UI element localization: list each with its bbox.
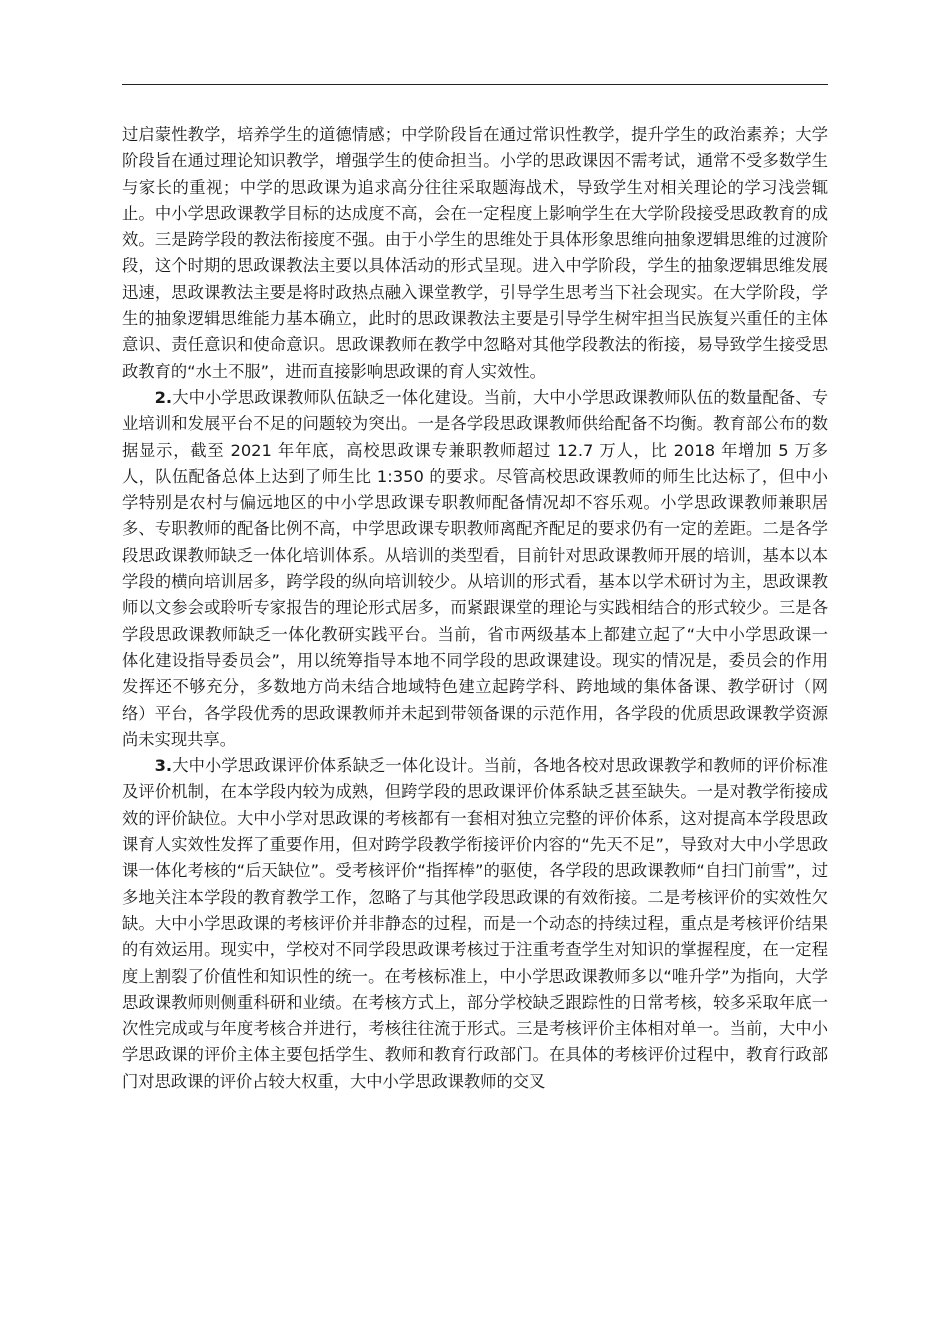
paragraph-text: 大中小学思政课教师队伍缺乏一体化建设。当前，大中小学思政课教师队伍的数量配备、专业培训和发展平台不足的问题较为突出。一是各学段思政课教师供给配备不均衡。教育部公布的数据显示，截至 2021 年年底，高校思政课专兼职教师超过 12.7 万人，比 2018 年增加 5 万多人，队伍配备总体上达到了师生比 1:350 的要求。尽管高校思政课教师的师生比达标了，但中小学特别是农村与偏远地区的中小学思政课专职教师配备情况却不容乐观。小学思政课教师兼职居多、专职教师的配备比例不高，中学思政课专职教师离配齐配足的要求仍有一定的差距。二是各学段思政课教师缺乏一体化培训体系。从培训的类型看，目前针对思政课教师开展的培训，基本以本学段的横向培训居多，跨学段的纵向培训较少。从培训的形式看，基本以学术研讨为主，思政课教师以文参会或聆听专家报告的理论形式居多，而紧跟课堂的理论与实践相结合的形式较少。三是各学段思政课教师缺乏一体化教研实践平台。当前，省市两级基本上都建立起了“大中小学思政课一体化建设指导委员会”，用以统筹指导本地不同学段的思政课建设。现实的情况是，委员会的作用发挥还不够充分，多数地方尚未结合地域特色建立起跨学科、跨地域的集体备课、教学研讨（网络）平台，各学段优秀的思政课教师并未起到带领备课的示范作用，各学段的优质思政课教学资源尚未实现共享。 — [122, 387, 828, 749]
paragraph-section-2 — [122, 385, 828, 753]
section-number: 3. — [154, 756, 173, 776]
paragraph-continuation — [122, 122, 828, 385]
paragraph-section-3 — [122, 753, 828, 1095]
paragraph-text: 大中小学思政课评价体系缺乏一体化设计。当前，各地各校对思政课教学和教师的评价标准及评价机制，在本学段内较为成熟，但跨学段的思政课评价体系缺乏甚至缺失。一是对教学衔接成效的评价缺位。大中小学对思政课的考核都有一套相对独立完整的评价体系，这对提高本学段思政课育人实效性发挥了重要作用，但对跨学段教学衔接评价内容的“先天不足”，导致对大中小学思政课一体化考核的“后天缺位”。受考核评价“指挥棒”的驱使，各学段的思政课教师“自扫门前雪”，过多地关注本学段的教育教学工作，忽略了与其他学段思政课的有效衔接。二是考核评价的实效性欠缺。大中小学思政课的考核评价并非静态的过程，而是一个动态的持续过程，重点是考核评价结果的有效运用。现实中，学校对不同学段思政课考核过于注重考查学生对知识的掌握程度，在一定程度上割裂了价值性和知识性的统一。在考核标准上，中小学思政课教师多以“唯升学”为指向，大学思政课教师则侧重科研和业绩。在考核方式上，部分学校缺乏跟踪性的日常考核，较多采取年底一次性完成或与年度考核合并进行，考核往往流于形式。三是考核评价主体相对单一。当前，大中小学思政课的评价主体主要包括学生、教师和教育行政部门。在具体的考核评价过程中，教育行政部门对思政课的评价占较大权重，大中小学思政课教师的交叉 — [122, 756, 828, 1091]
section-number: 2. — [154, 387, 173, 407]
body-text — [122, 122, 828, 1095]
header-rule — [122, 84, 828, 85]
paragraph-text: 过启蒙性教学，培养学生的道德情感；中学阶段旨在通过常识性教学，提升学生的政治素养；大学阶段旨在通过理论知识教学，增强学生的使命担当。小学的思政课因不需考试，通常不受多数学生与家长的重视；中学的思政课为追求高分往往采取题海战术，导致学生对相关理论的学习浅尝辄止。中小学思政课教学目标的达成度不高，会在一定程度上影响学生在大学阶段接受思政教育的成效。三是跨学段的教法衔接度不强。由于小学生的思维处于具体形象思维向抽象逻辑思维的过渡阶段，这个时期的思政课教法主要以具体活动的形式呈现。进入中学阶段，学生的抽象逻辑思维发展迅速，思政课教法主要是将时政热点融入课堂教学，引导学生思考当下社会现实。在大学阶段，学生的抽象逻辑思维能力基本确立，此时的思政课教法主要是引导学生树牢担当民族复兴重任的主体意识、责任意识和使命意识。思政课教师在教学中忽略对其他学段教法的衔接，易导致学生接受思政教育的“水土不服”，进而直接影响思政课的育人实效性。 — [122, 125, 828, 381]
